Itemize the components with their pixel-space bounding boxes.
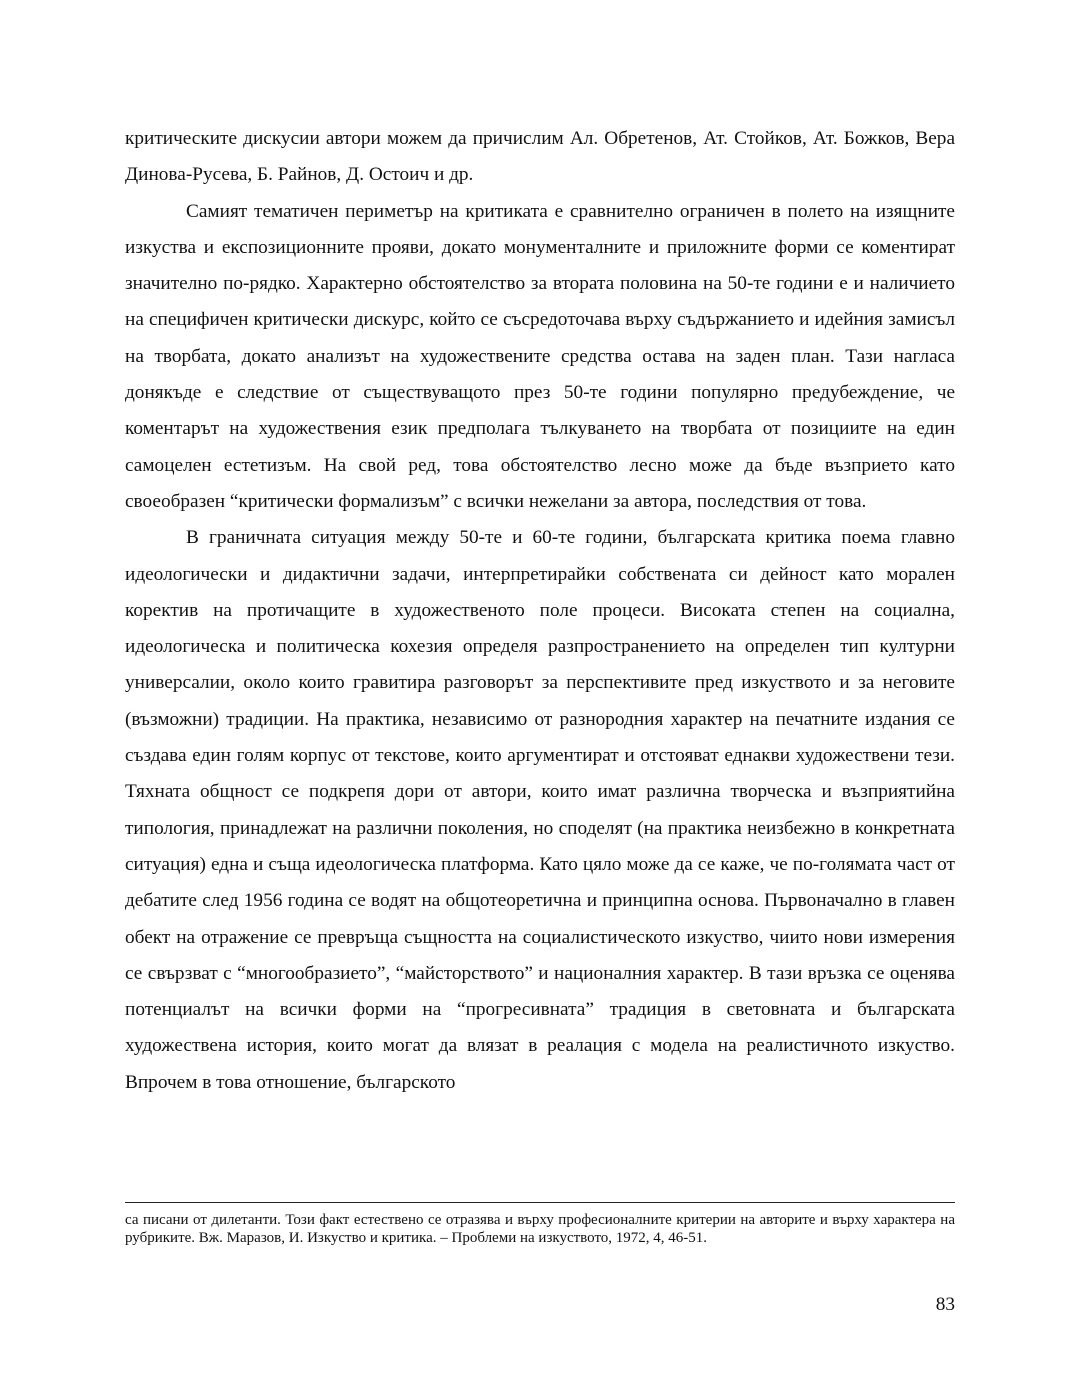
footnote-separator (125, 1202, 955, 1203)
paragraph-boundary-situation: В граничната ситуация между 50-те и 60-те години, българската критика поема главно идеологически и дидактични задачи, интерпретирайки собствената си дейност като морален коректив на протичащите в художественото поле процеси. Високата степен на социална, идеологическа и политическа кохезия определя разпространението на определен тип културни универсалии, около които гравитира разговорът за перспективите пред изкуството и за неговите (възможни) традиции. На практика, независимо от разнородния характер на печатните издания се създава един голям корпус от текстове, които аргументират и отстояват еднакви художествени тези. Тяхната общност се подкрепя дори от автори, които имат различна творческа и възприятийна типология, принадлежат на различни поколения, но споделят (на практика неизбежно в конкретната ситуация) една и съща идеологическа платформа. Като цяло може да се каже, че по-голямата част от дебатите след 1956 година се водят на общотеоретична и принципна основа. Първоначално в главен обект на отражение се превръща същността на социалистическото изкуство, чиито нови измерения се свързват с “многообразието”, “майсторството” и националния характер. В тази връзка се оценява потенциалът на всички форми на “прогресивната” традиция в световната и българската художествена история, които могат да влязат в реалация с модела на реалистичното изкуство. Впрочем в това отношение, българското (125, 527, 955, 1093)
page-number: 83 (935, 1294, 955, 1315)
main-text (125, 121, 955, 1101)
paragraph-critique-perimeter: Самият тематичен периметър на критиката е сравнително ограничен в полето на изящните изкуства и експозиционните прояви, докато монументалните и приложните форми се коментират значително по-рядко. Характерно обстоятелство за втората половина на 50-те години е и наличието на специфичен критически дискурс, който се съсредоточава върху съдържанието и идейния замисъл на творбата, докато анализът на художествените средства остава на заден план. Тази нагласа донякъде е следствие от съществуващото през 50-те години популярно предубеждение, че коментарът на художествения език предполага тълкуването на творбата от позициите на един самоцелен естетизъм. На свой ред, това обстоятелство лесно може да бъде възприето като своеобразен “критически формализъм” с всички нежелани за автора, последствия от това. (125, 200, 955, 512)
paragraph-continuation: критическите дискусии автори можем да причислим Ал. Обретенов, Ат. Стойков, Ат. Божков, Вера Динова-Русева, Б. Райнов, Д. Остоич и др. (125, 128, 955, 186)
footnote: са писани от дилетанти. Този факт естествено се отразява и върху професионалните критерии на авторите и върху характера на рубриките. Вж. Маразов, И. Изкуство и критика. – Проблеми на изкуството, 1972, 4, 46-51. (125, 1212, 955, 1246)
